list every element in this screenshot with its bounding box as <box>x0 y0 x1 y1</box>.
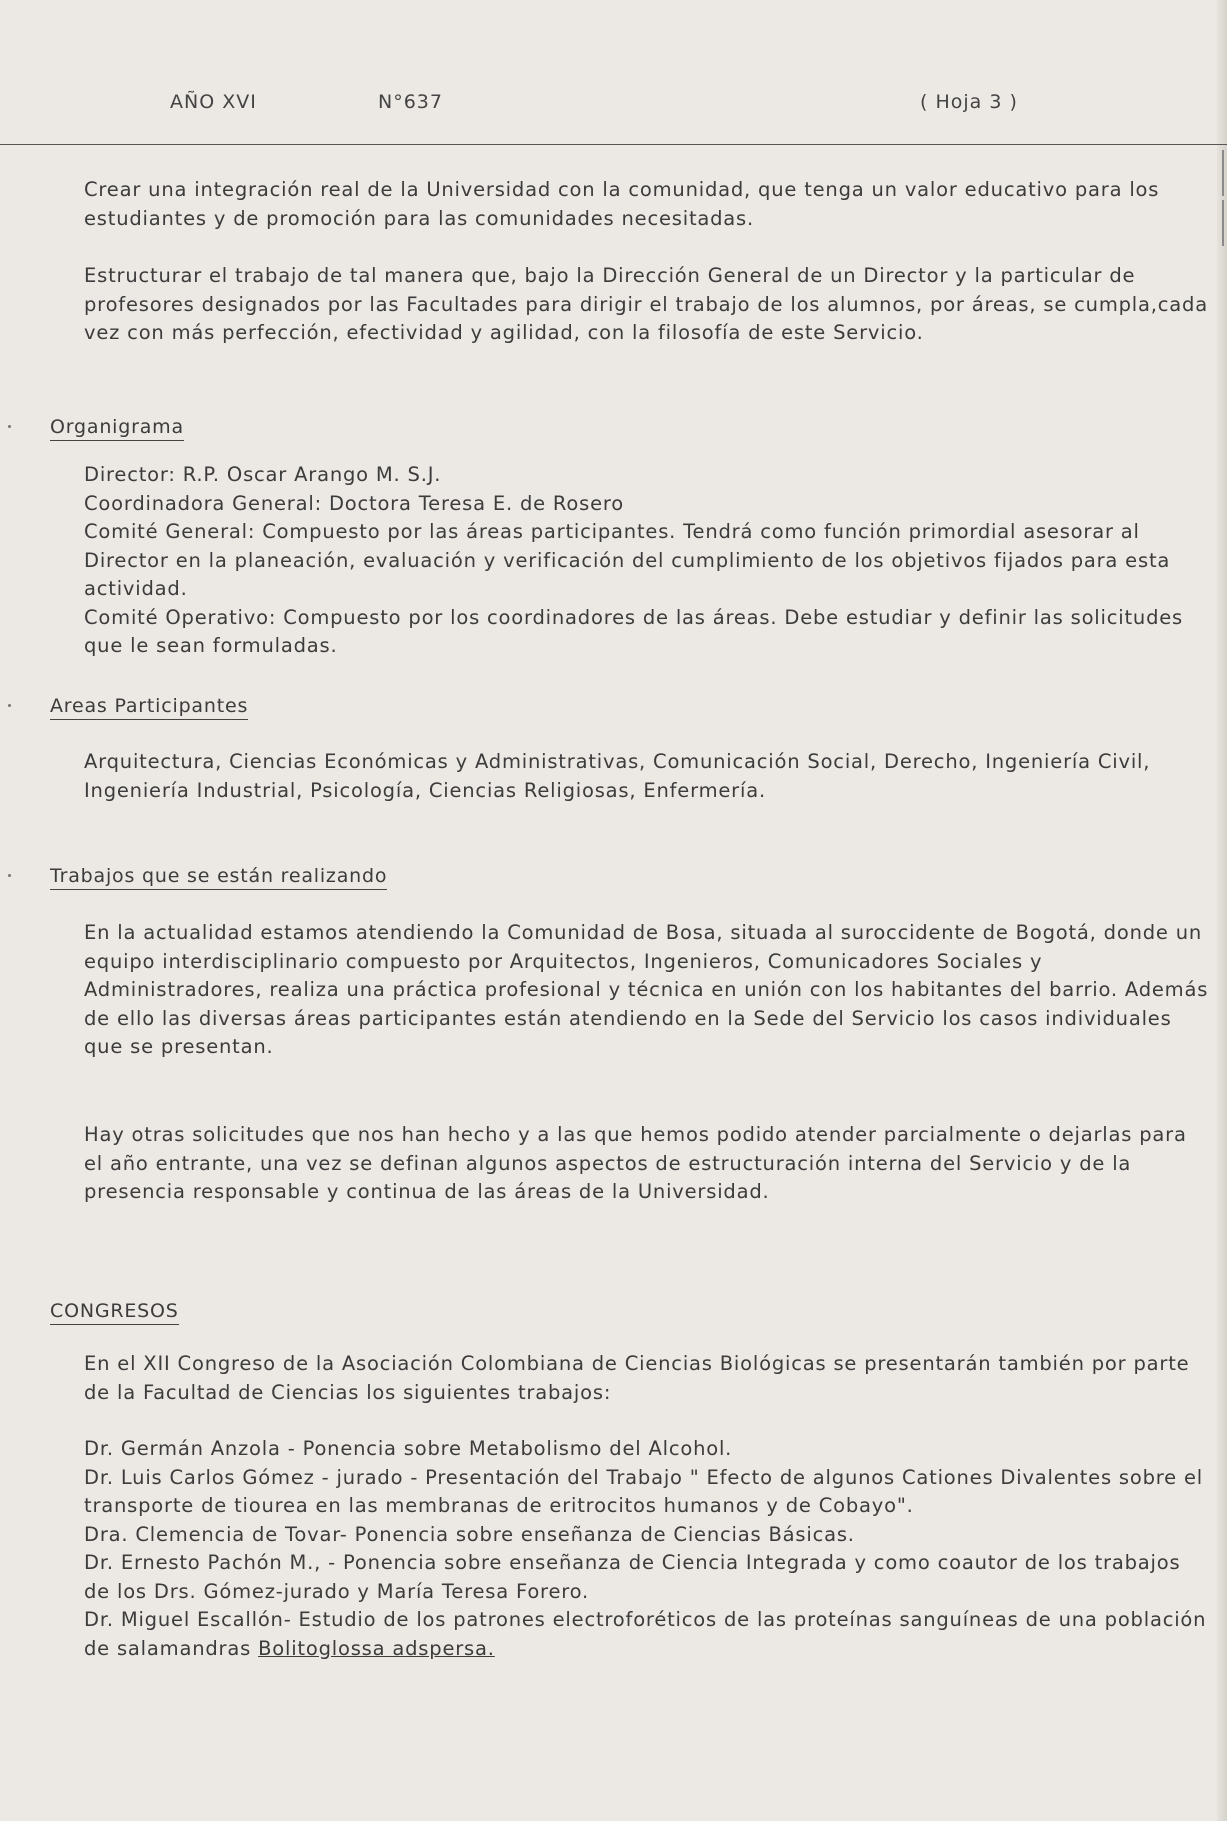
areas-text <box>84 748 1209 805</box>
trabajos-paragraph-2 <box>84 1121 1209 1207</box>
edge-mark <box>1222 200 1224 246</box>
organigrama-comite-general: Comité General: Compuesto por las áreas participantes. Tendrá como función primordial asesorar al Director en la planeación, evaluación y verificación del cumplimiento de los objetivos fijados para esta actividad. <box>84 520 1171 600</box>
organigrama-comite-operativo: Comité Operativo: Compuesto por los coordinadores de las áreas. Debe estudiar y definir las solicitudes que le sean formuladas. <box>84 605 1184 657</box>
congresos-entry: Dra. Clemencia de Tovar- Ponencia sobre enseñanza de Ciencias Básicas. <box>84 1522 855 1546</box>
congresos-intro <box>84 1350 1209 1407</box>
header-page: ( Hoja 3 ) <box>920 91 1018 113</box>
header-number: N°637 <box>378 91 443 113</box>
objective-text: Crear una integración real de la Universidad con la comunidad, que tenga un valor educativo para los estudiantes y de promoción para las comunidades necesitadas. <box>84 178 1160 230</box>
areas-list: Arquitectura, Ciencias Económicas y Administrativas, Comunicación Social, Derecho, Ingeniería Civil, Ingeniería Industrial, Psicología, Ciencias Religiosas, Enfermería. <box>84 750 1151 802</box>
objective-1 <box>84 176 1209 233</box>
header-rule <box>0 144 1227 145</box>
congresos-heading: CONGRESOS <box>50 1299 179 1325</box>
congresos-entry: Dr. Germán Anzola - Ponencia sobre Metabolismo del Alcohol. <box>84 1437 733 1460</box>
organigrama-coordinadora: Coordinadora General: Doctora Teresa E. de Rosero <box>84 491 625 515</box>
organigrama-director: Director: R.P. Oscar Arango M. S.J. <box>84 463 442 486</box>
organigrama-list <box>84 461 1209 661</box>
objective-text: Estructurar el trabajo de tal manera que, bajo la Dirección General de un Director y la particular de profesores designados por las Facultades para dirigir el trabajo de los alumnos, por áreas, se cumpla,cada vez con más perfección, efectividad y agilidad, con la filosofía de este Servicio. <box>84 264 1208 344</box>
trabajos-paragraph-1 <box>84 919 1209 1062</box>
congresos-entry: Dr. Ernesto Pachón M., - Ponencia sobre enseñanza de Ciencia Integrada y como coautor de los trabajos de los Drs. Gómez-jurado y María Teresa Forero. <box>84 1551 1181 1603</box>
margin-dot <box>8 425 11 428</box>
trabajos-heading: Trabajos que se están realizando <box>50 864 387 890</box>
organigrama-heading: Organigrama <box>50 415 184 441</box>
margin-dot <box>8 874 11 877</box>
species-name: Bolitoglossa adspersa. <box>258 1636 495 1660</box>
congresos-entry-text: Dr. Miguel Escallón- Estudio de los patrones electroforéticos de las proteínas sanguíneas de una población de salamandras <box>84 1608 1207 1660</box>
trabajos-text: Hay otras solicitudes que nos han hecho y a las que hemos podido atender parcialmente o dejarlas para el año entrante, una vez se definan algunos aspectos de estructuración interna del Servicio y de la presencia responsable y continua de las áreas de la Universidad. <box>84 1123 1187 1203</box>
edge-mark <box>1222 150 1224 196</box>
page-edge <box>1217 0 1227 1821</box>
header-year: AÑO XVI <box>170 91 257 113</box>
objective-2 <box>84 262 1209 348</box>
areas-heading: Areas Participantes <box>50 694 248 720</box>
congresos-entry <box>84 1606 1209 1663</box>
trabajos-text: En la actualidad estamos atendiendo la Comunidad de Bosa, situada al suroccidente de Bogotá, donde un equipo interdisciplinario compuesto por Arquitectos, Ingenieros, Comunicadores Sociales y Administradores, realiza una práctica profesional y técnica en unión con los habitantes del barrio. Además de ello las diversas áreas participantes están atendiendo en la Sede del Servicio los casos individuales que se presentan. <box>84 921 1209 1058</box>
margin-dot <box>8 704 11 707</box>
page-header <box>0 91 1227 121</box>
congresos-entries <box>84 1435 1209 1663</box>
congresos-entry: Dr. Luis Carlos Gómez - jurado - Presentación del Trabajo " Efecto de algunos Cationes Divalentes sobre el transporte de tiourea en las membranas de eritrocitos humanos y de Cobayo". <box>84 1465 1203 1517</box>
congresos-intro-text: En el XII Congreso de la Asociación Colombiana de Ciencias Biológicas se presentarán también por parte de la Facultad de Ciencias los siguientes trabajos: <box>84 1352 1190 1404</box>
